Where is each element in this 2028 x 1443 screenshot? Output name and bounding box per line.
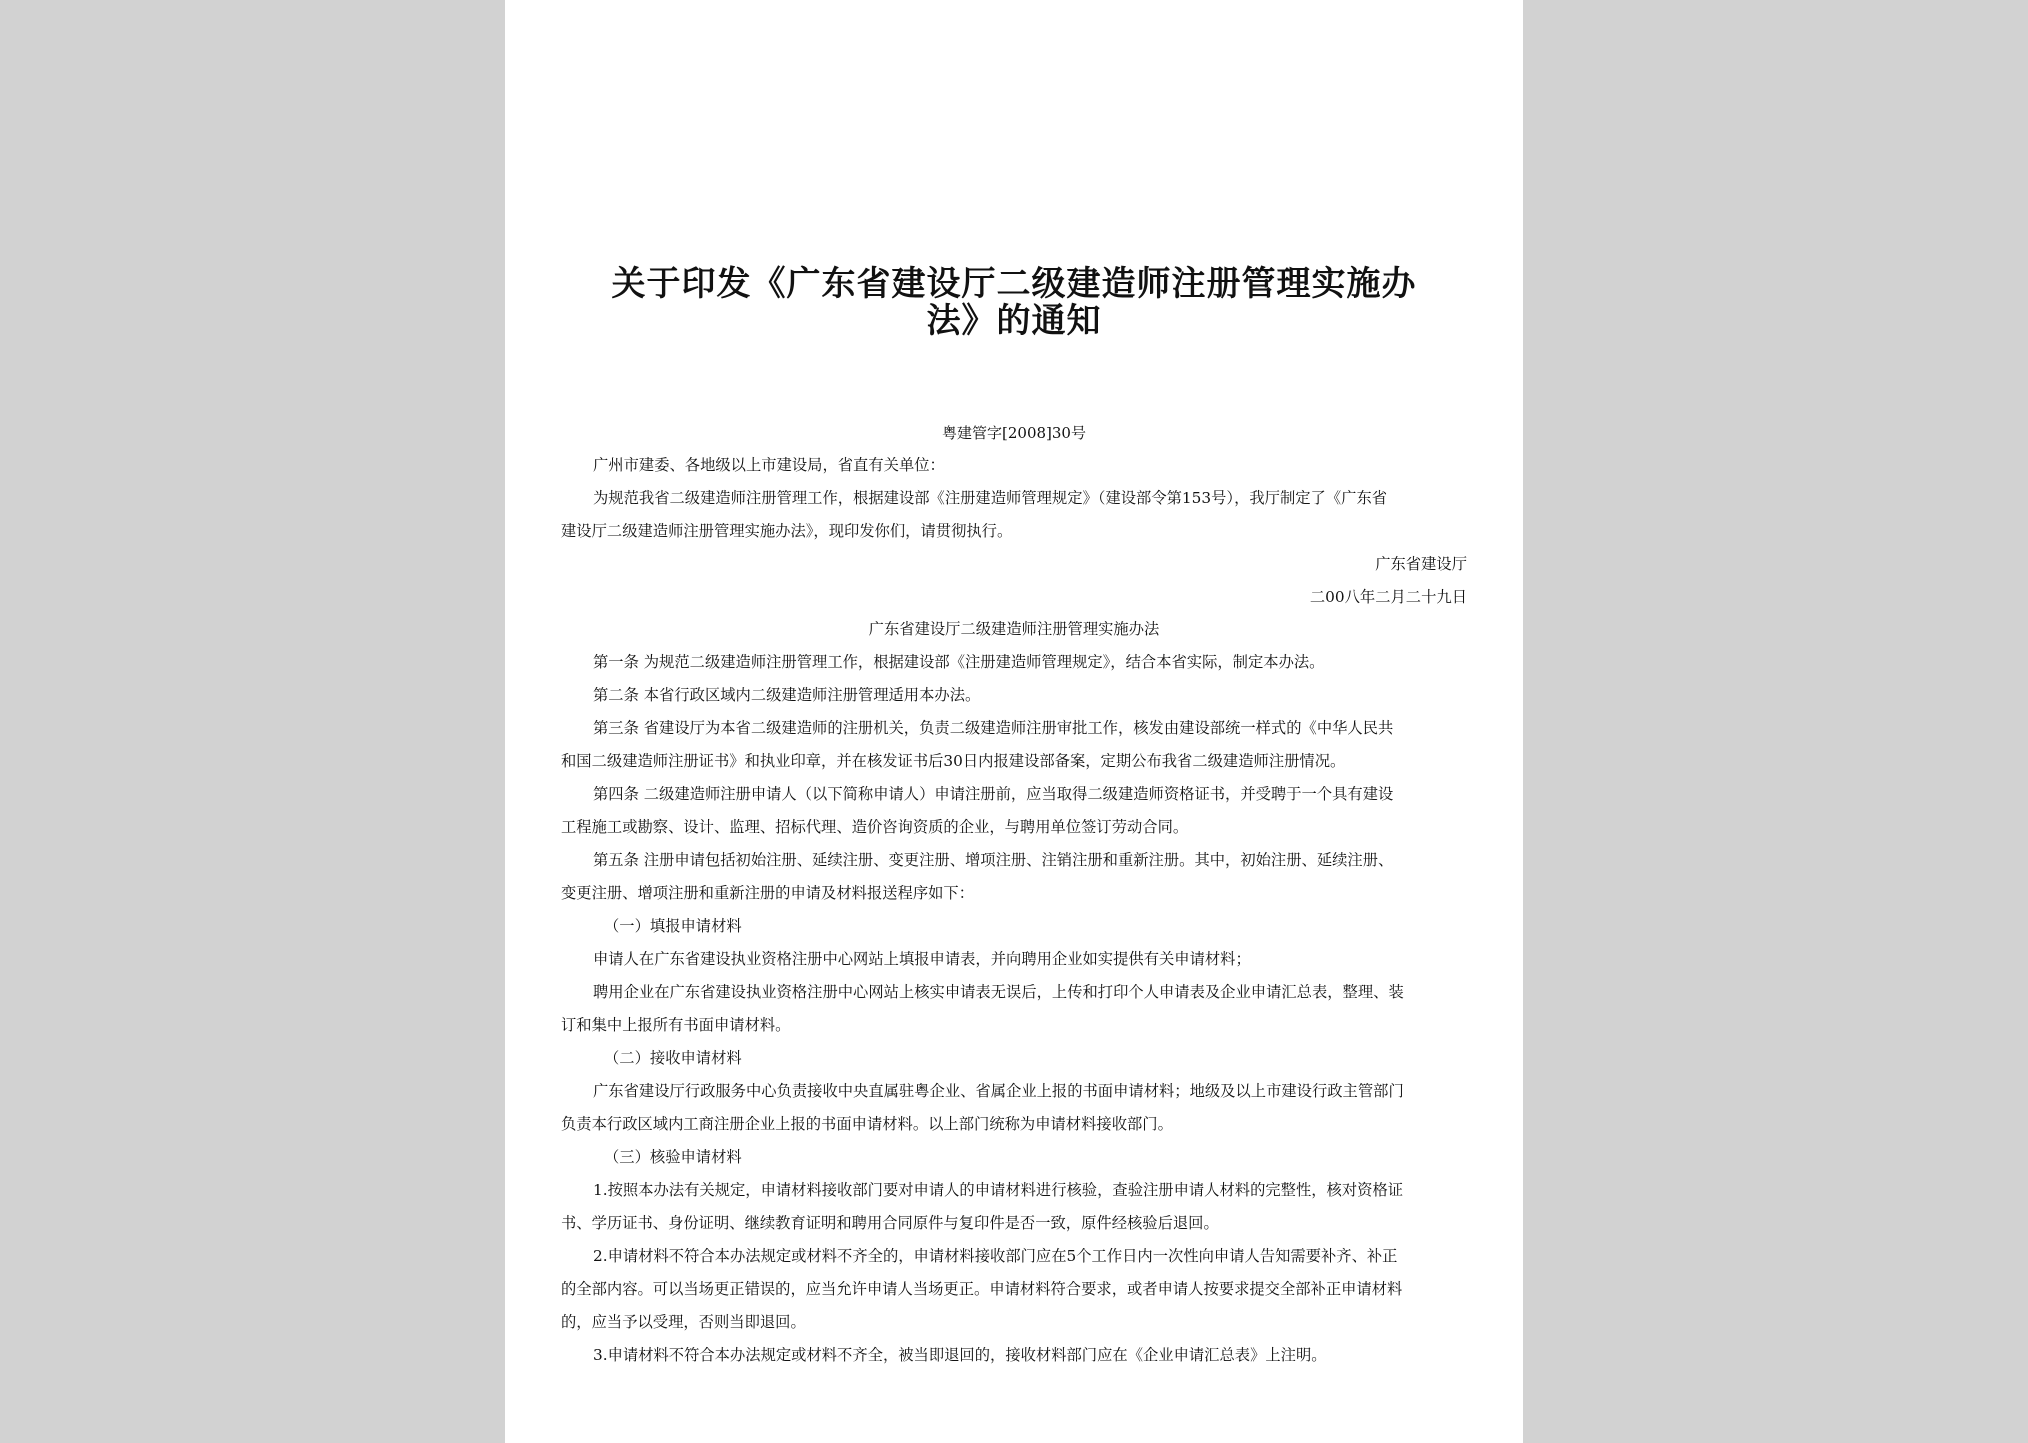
salutation: 广州市建委、各地级以上市建设局，省直有关单位：: [593, 456, 945, 474]
article-5-line-1: 第五条 注册申请包括初始注册、延续注册、变更注册、增项注册、注销注册和重新注册。其中，初始注册、延续注册、: [593, 851, 1394, 869]
section-1-paragraph-1: 申请人在广东省建设执业资格注册中心网站上填报申请表，并向聘用企业如实提供有关申请材料；: [593, 950, 1251, 968]
article-5-line-2: 变更注册、增项注册和重新注册的申请及材料报送程序如下：: [561, 884, 975, 902]
article-1: 第一条 为规范二级建造师注册管理工作，根据建设部《注册建造师管理规定》，结合本省实际，制定本办法。: [593, 653, 1325, 671]
article-2: 第二条 本省行政区域内二级建造师注册管理适用本办法。: [593, 686, 981, 704]
article-3-line-2: 和国二级建造师注册证书》和执业印章，并在核发证书后30日内报建设部备案，定期公布我省二级建造师注册情况。: [561, 752, 1346, 770]
section-3-item-2-line-1: 2.申请材料不符合本办法规定或材料不齐全的，申请材料接收部门应在5个工作日内一次性向申请人告知需要补齐、补正: [593, 1247, 1398, 1265]
section-2-paragraph-line-2: 负责本行政区域内工商注册企业上报的书面申请材料。以上部门统称为申请材料接收部门。: [561, 1115, 1173, 1133]
document-page: [505, 0, 1523, 1443]
issue-date: 二00八年二月二十九日: [1309, 588, 1467, 606]
section-1-heading: （一）填报申请材料: [604, 917, 742, 935]
document-title-line2: 法》的通知: [926, 301, 1102, 341]
article-4-line-1: 第四条 二级建造师注册申请人（以下简称申请人）申请注册前，应当取得二级建造师资格证书，并受聘于一个具有建设: [593, 785, 1394, 803]
section-2-paragraph-line-1: 广东省建设厅行政服务中心负责接收中央直属驻粤企业、省属企业上报的书面申请材料；地级及以上市建设行政主管部门: [593, 1082, 1404, 1100]
section-1-paragraph-2-line-2: 订和集中上报所有书面申请材料。: [561, 1016, 791, 1034]
section-1-paragraph-2-line-1: 聘用企业在广东省建设执业资格注册中心网站上核实申请表无误后，上传和打印个人申请表及企业申请汇总表，整理、装: [593, 983, 1404, 1001]
document-title-line1: 关于印发《广东省建设厅二级建造师注册管理实施办: [611, 264, 1417, 304]
section-3-item-3: 3.申请材料不符合本办法规定或材料不齐全，被当即退回的，接收材料部门应在《企业申请汇总表》上注明。: [593, 1346, 1327, 1364]
issuer: 广东省建设厅: [1375, 555, 1467, 573]
intro-line-1: 为规范我省二级建造师注册管理工作，根据建设部《注册建造师管理规定》（建设部令第153号），我厅制定了《广东省: [593, 489, 1388, 507]
section-3-item-1-line-2: 书、学历证书、身份证明、继续教育证明和聘用合同原件与复印件是否一致，原件经核验后退回。: [561, 1214, 1219, 1232]
intro-line-2: 建设厅二级建造师注册管理实施办法》，现印发你们，请贯彻执行。: [561, 522, 1013, 540]
attachment-title: 广东省建设厅二级建造师注册管理实施办法: [868, 620, 1160, 638]
section-3-heading: （三）核验申请材料: [604, 1148, 742, 1166]
article-3-line-1: 第三条 省建设厅为本省二级建造师的注册机关，负责二级建造师注册审批工作，核发由建设部统一样式的《中华人民共: [593, 719, 1394, 737]
section-3-item-2-line-3: 的，应当予以受理，否则当即退回。: [561, 1313, 806, 1331]
article-4-line-2: 工程施工或勘察、设计、监理、招标代理、造价咨询资质的企业，与聘用单位签订劳动合同。: [561, 818, 1189, 836]
section-3-item-1-line-1: 1.按照本办法有关规定，申请材料接收部门要对申请人的申请材料进行核验，查验注册申请人材料的完整性，核对资格证: [593, 1181, 1404, 1199]
section-3-item-2-line-2: 的全部内容。可以当场更正错误的，应当允许申请人当场更正。申请材料符合要求，或者申请人按要求提交全部补正申请材料: [561, 1280, 1403, 1298]
section-2-heading: （二）接收申请材料: [604, 1049, 742, 1067]
document-number: 粤建管字[2008]30号: [942, 424, 1086, 442]
